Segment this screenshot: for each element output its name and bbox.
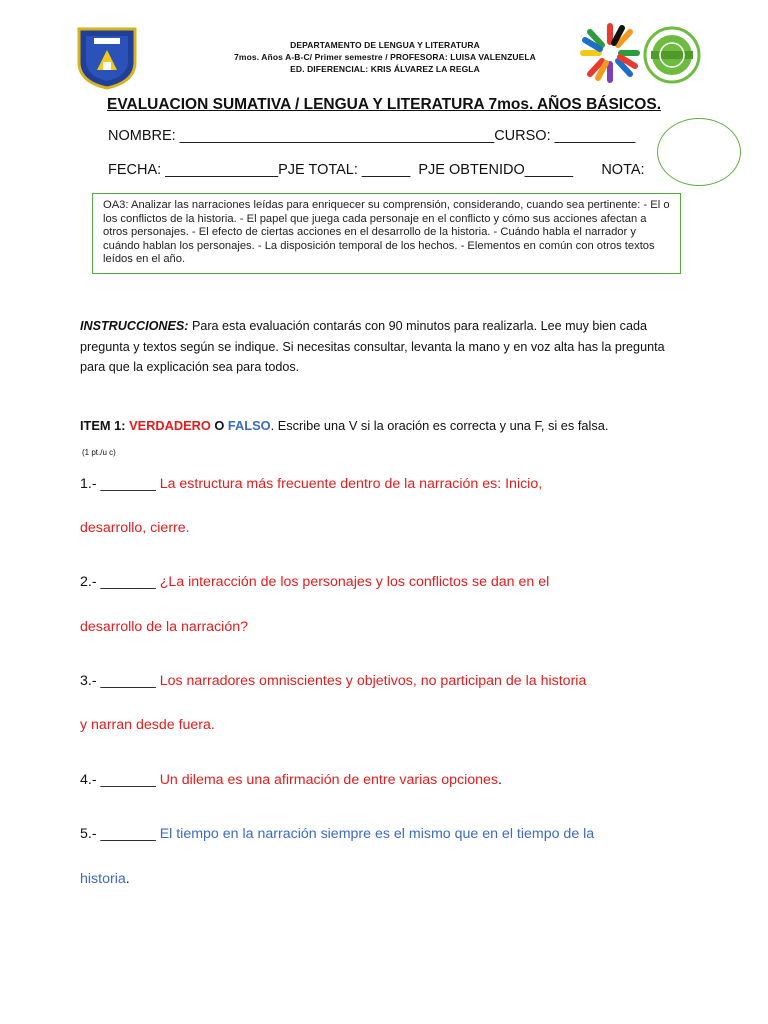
instructions-label: INSTRUCCIONES:: [80, 319, 189, 333]
obtained-score-field: PJE OBTENIDO______: [418, 162, 574, 178]
question-5-text: El tiempo en la narración siempre es el mismo que en el tiempo de la: [159, 826, 595, 842]
question-5-text-cont: [80, 871, 690, 887]
item1-false-word: FALSO: [227, 418, 271, 433]
item1-or-word: O: [210, 418, 228, 433]
grade-label: NOTA:: [601, 162, 645, 178]
page-title: EVALUACION SUMATIVA / LENGUA Y LITERATURA 7mos. AÑOS BÁSICOS.: [106, 96, 662, 113]
question-5-number: 5.- _______: [80, 826, 160, 842]
question-5-text-cont-word: historia: [80, 871, 126, 887]
question-4-text: Un dilema es una afirmación de entre varias opciones: [159, 772, 499, 788]
question-3-text-cont: y narran desde fuera.: [80, 717, 215, 733]
item1-label: ITEM 1:: [80, 418, 130, 433]
environmental-certification-seal: [643, 26, 701, 84]
item1-heading: [80, 418, 608, 433]
learning-objective-box: OA3: Analizar las narraciones leídas para enriquecer su comprensión, considerando, cuando sea pertinente: - El o los conflictos de la historia. - El papel que juega cada personaje en el conflicto y cómo sus acciones afectan a otros personajes. - El efecto de ciertas acciones en el desarrollo de la historia. - Cuándo habla el narrador y cuándo hablan los personajes. - La disposición temporal de los hechos. - Elementos en común con otros textos leídos en el año.: [92, 193, 681, 274]
question-4: [80, 772, 690, 788]
question-1-number: 1.- _______: [80, 476, 160, 492]
question-3-number: 3.- _______: [80, 673, 160, 689]
header-differential-ed: ED. DIFERENCIAL: KRIS ÁLVAREZ LA REGLA: [290, 64, 480, 74]
colorful-figures-logo: [580, 22, 640, 84]
question-5: [80, 826, 690, 842]
question-1: [80, 476, 690, 492]
school-crest-logo: [76, 26, 138, 90]
question-3-text: Los narradores omniscientes y objetivos, no participan de la historia: [159, 673, 587, 689]
date-score-line: [108, 162, 645, 178]
name-course-line: NOMBRE: _______________________________________CURSO: __________: [108, 128, 636, 144]
instructions-text: Para esta evaluación contarás con 90 minutos para realizarla. Lee muy bien cada pregunta y textos según se indique. Si necesitas consultar, levanta la mano y en voz alta has la pregunta para que la explicación sea para todos.: [80, 319, 665, 374]
question-1-text-cont: desarrollo, cierre.: [80, 520, 190, 536]
question-4-number: 4.- _______: [80, 772, 160, 788]
header-department: DEPARTAMENTO DE LENGUA Y LITERATURA: [290, 40, 480, 50]
header-course-teacher: 7mos. Años A-B-C/ Primer semestre / PROFESORA: LUISA VALENZUELA: [234, 52, 536, 62]
question-2-number: 2.- _______: [80, 574, 160, 590]
item1-instruction: . Escribe una V si la oración es correcta y una F, si es falsa.: [270, 418, 609, 433]
question-5-period: .: [125, 871, 130, 887]
total-score-field: PJE TOTAL: ______: [278, 162, 411, 178]
date-field: FECHA: ______________: [108, 162, 279, 178]
question-4-period: .: [498, 772, 502, 788]
question-2-text: ¿La interacción de los personajes y los conflictos se dan en el: [159, 574, 550, 590]
question-2-text-cont: desarrollo de la narración?: [80, 619, 248, 635]
instructions: [80, 316, 680, 378]
question-3: [80, 673, 690, 689]
grade-circle: [657, 118, 741, 186]
question-2: [80, 574, 690, 590]
item1-points: (1 pt./u c): [82, 448, 116, 457]
item1-true-word: VERDADERO: [129, 418, 211, 433]
question-1-text: La estructura más frecuente dentro de la narración es: Inicio,: [159, 476, 543, 492]
